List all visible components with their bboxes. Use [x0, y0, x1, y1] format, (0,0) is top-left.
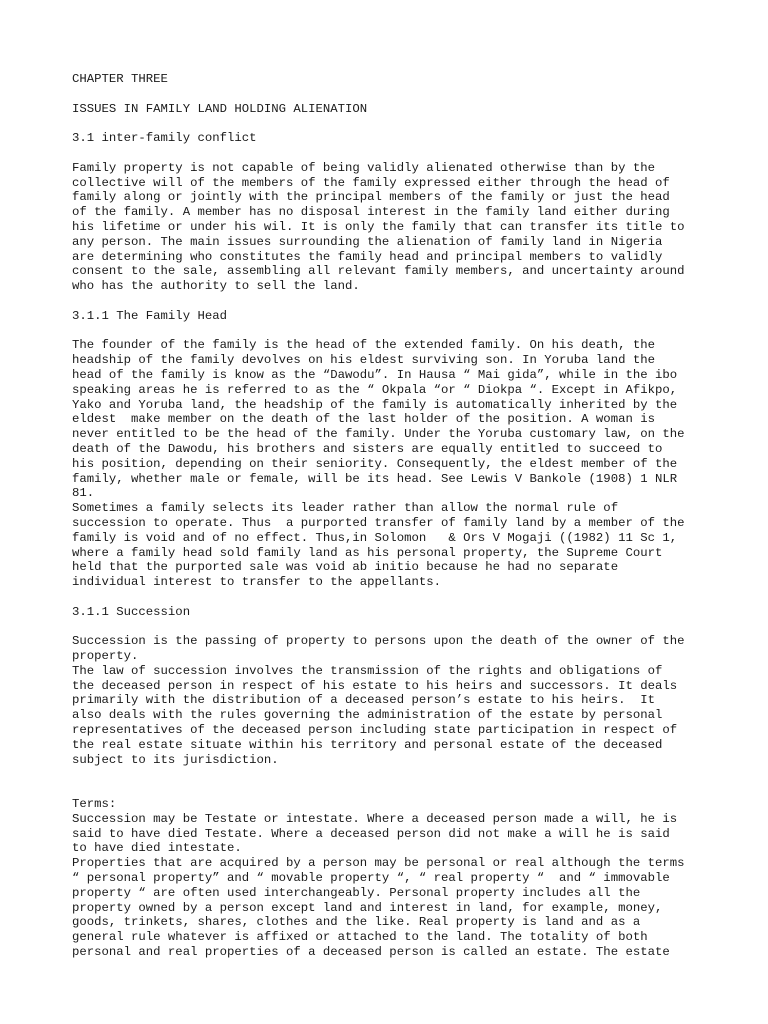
paragraph-line: individual interest to transfer to the appellants.	[72, 575, 441, 590]
paragraph-line: succession to operate. Thus a purported transfer of family land by a member of the	[72, 515, 685, 530]
paragraph-line: the deceased person in respect of his estate to his heirs and successors. It deals	[72, 678, 678, 693]
paragraph-line: collective will of the members of the family expressed either through the head of	[72, 175, 670, 190]
paragraph-line: where a family head sold family land as his personal property, the Supreme Court	[72, 545, 663, 560]
paragraph-line: family, whether male or female, will be its head. See Lewis V Bankole (1908) 1 NLR	[72, 471, 678, 486]
paragraph-line: family along or jointly with the principal members of the family or just the head	[72, 190, 670, 205]
paragraph-line: headship of the family devolves on his eldest surviving son. In Yoruba land the	[72, 353, 655, 368]
spacer	[72, 590, 712, 605]
paragraph-line: general rule whatever is affixed or attached to the land. The totality of both	[72, 930, 648, 945]
spacer	[72, 87, 712, 102]
paragraph-line: his position, depending on their seniority. Consequently, the eldest member of the	[72, 456, 678, 471]
section-heading: 3.1.1 Succession	[72, 604, 191, 619]
paragraph-line: property owned by a person except land and interest in land, for example, money,	[72, 900, 663, 915]
paragraph-line: to have died intestate.	[72, 841, 242, 856]
paragraph-line: who has the authority to sell the land.	[72, 279, 360, 294]
document-page	[72, 72, 712, 960]
paragraph-line: subject to its jurisdiction.	[72, 752, 279, 767]
paragraph-line: goods, trinkets, shares, clothes and the like. Real property is land and as a	[72, 915, 641, 930]
paragraph-line: any person. The main issues surrounding the alienation of family land in Nigeria	[72, 234, 663, 249]
paragraph-line: property “ are often used interchangeably. Personal property includes all the	[72, 885, 641, 900]
section-heading: 3.1.1 The Family Head	[72, 308, 227, 323]
paragraph-line: also deals with the rules governing the administration of the estate by personal	[72, 708, 663, 723]
paragraph-line: Succession may be Testate or intestate. Where a deceased person made a will, he is	[72, 811, 678, 826]
spacer	[72, 324, 712, 339]
spacer	[72, 782, 712, 797]
paragraph-line: family is void and of no effect. Thus,in Solomon & Ors V Mogaji ((1982) 11 Sc 1,	[72, 530, 678, 545]
spacer	[72, 116, 712, 131]
paragraph-line: eldest make member on the death of the last holder of the position. A woman is	[72, 412, 655, 427]
section-paragraph	[72, 634, 712, 767]
paragraph-line: The founder of the family is the head of the extended family. On his death, the	[72, 338, 655, 353]
paragraph-line: held that the purported sale was void ab initio because he had no separate	[72, 560, 619, 575]
paragraph-line: Succession is the passing of property to persons upon the death of the owner of the	[72, 634, 685, 649]
chapter-title: CHAPTER THREE	[72, 72, 168, 86]
paragraph-line: said to have died Testate. Where a deceased person did not make a will he is said	[72, 826, 670, 841]
spacer	[72, 146, 712, 161]
spacer	[72, 767, 712, 782]
paragraph-line: representatives of the deceased person including state participation in respect of	[72, 723, 678, 738]
paragraph-line: of the family. A member has no disposal interest in the family land either during	[72, 205, 670, 220]
section-heading: 3.1 inter-family conflict	[72, 131, 257, 146]
spacer	[72, 619, 712, 634]
paragraph-line: Yako and Yoruba land, the headship of the family is automatically inherited by the	[72, 397, 678, 412]
section-heading: Terms:	[72, 797, 117, 812]
paragraph-line: Sometimes a family selects its leader rather than allow the normal rule of	[72, 501, 619, 516]
paragraph-line: consent to the sale, assembling all relevant family members, and uncertainty around	[72, 264, 685, 279]
paragraph-line: his lifetime or under his wil. It is only the family that can transfer its title to	[72, 219, 685, 234]
section-paragraph	[72, 161, 712, 294]
paragraph-line: The law of succession involves the transmission of the rights and obligations of	[72, 663, 663, 678]
paragraph-line: personal and real properties of a deceased person is called an estate. The estate	[72, 945, 670, 960]
paragraph-line: property.	[72, 649, 139, 664]
paragraph-line: 81.	[72, 486, 95, 501]
paragraph-line: speaking areas he is referred to as the “ Okpala “or “ Diokpa “. Except in Afikpo,	[72, 382, 678, 397]
paragraph-line: Family property is not capable of being validly alienated otherwise than by the	[72, 160, 655, 175]
section-paragraph	[72, 338, 712, 590]
paragraph-line: Properties that are acquired by a person may be personal or real although the terms	[72, 856, 685, 871]
spacer	[72, 294, 712, 309]
paragraph-line: death of the Dawodu, his brothers and sisters are equally entitled to succeed to	[72, 441, 663, 456]
paragraph-line: “ personal property” and “ movable property “, “ real property “ and “ immovable	[72, 871, 670, 886]
chapter-subtitle: ISSUES IN FAMILY LAND HOLDING ALIENATION	[72, 101, 368, 116]
paragraph-line: primarily with the distribution of a deceased person’s estate to his heirs. It	[72, 693, 655, 708]
paragraph-line: are determining who constitutes the family head and principal members to validly	[72, 249, 663, 264]
paragraph-line: the real estate situate within his territory and personal estate of the deceased	[72, 737, 663, 752]
section-paragraph	[72, 812, 712, 960]
paragraph-line: never entitled to be the head of the family. Under the Yoruba customary law, on the	[72, 427, 685, 442]
paragraph-line: head of the family is know as the “Dawodu”. In Hausa “ Mai gida”, while in the ibo	[72, 367, 678, 382]
